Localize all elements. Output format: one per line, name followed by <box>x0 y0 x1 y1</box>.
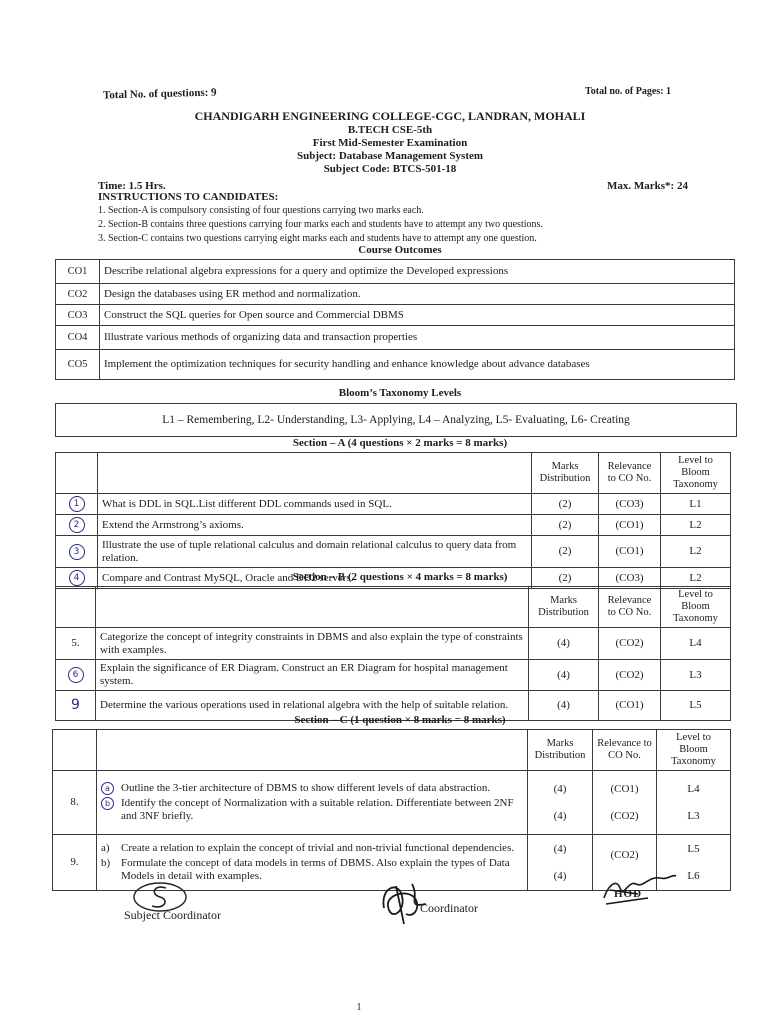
college-name: CHANDIGARH ENGINEERING COLLEGE-CGC, LANDRAN, MOHALI <box>194 109 586 123</box>
question-marks: (4) <box>529 628 599 660</box>
sub-question-text: Outline the 3-tier architecture of DBMS to show different levels of data abstraction. <box>121 782 491 794</box>
question-text: Extend the Armstrong’s axioms. <box>98 515 532 536</box>
question-level: L1 <box>661 494 731 515</box>
instruction-3: 3. Section-C contains two questions carrying eight marks each and students have to attempt any one question. <box>98 233 537 244</box>
marks-header: Marks Distribution <box>532 453 599 494</box>
question-co: (CO1) <box>610 782 639 795</box>
question-marks: (2) <box>532 568 599 589</box>
question-co: (CO1) <box>599 515 661 536</box>
co-code: CO1 <box>56 260 100 284</box>
section-a-title: Section – A (4 questions × 2 marks = 8 marks) <box>292 437 508 449</box>
table-row <box>56 494 731 515</box>
total-pages: Total no. of Pages: 1 <box>585 86 672 97</box>
page-number: 1 <box>356 1002 362 1013</box>
sub-question-label: a) <box>101 842 110 854</box>
question-number: 5. <box>56 628 96 660</box>
co-code: CO5 <box>56 350 100 380</box>
question-level: L5 <box>687 842 700 855</box>
question-co: (CO1) <box>599 691 661 721</box>
question-level: L5 <box>661 691 731 721</box>
question-marks: (4) <box>529 691 599 721</box>
table-row <box>56 536 731 568</box>
question-co: (CO3) <box>599 568 661 589</box>
level-header: Level to Bloom Taxonomy <box>657 730 731 771</box>
co-text: Design the databases using ER method and normalization. <box>100 284 735 305</box>
course-outcomes-title: Course Outcomes <box>358 244 442 256</box>
bloom-levels-box <box>55 403 737 437</box>
total-questions: Total No. of questions: 9 <box>102 86 217 102</box>
relevance-header: Relevance to CO No. <box>599 587 661 628</box>
sub-question <box>101 842 523 855</box>
hod-label: HOD <box>614 888 643 900</box>
question-co: (CO2) <box>610 849 639 861</box>
co-code: CO3 <box>56 305 100 326</box>
question-co: (CO2) <box>599 628 661 660</box>
question-marks: (4) <box>553 782 567 795</box>
question-number: 8. <box>53 771 97 835</box>
question-marks: (2) <box>532 515 599 536</box>
question-marks: (4) <box>553 842 567 855</box>
section-b-title: Section – B (2 questions × 4 marks = 8 marks) <box>292 571 508 583</box>
question-marks: (4) <box>553 809 567 822</box>
question-co: (CO3) <box>599 494 661 515</box>
table-header-row <box>56 587 731 628</box>
question-text: Compare and Contrast MySQL, Oracle and DB2 servers. <box>98 568 532 589</box>
co-code: CO4 <box>56 326 100 350</box>
sub-question <box>101 797 523 823</box>
co-text: Construct the SQL queries for Open source and Commercial DBMS <box>100 305 735 326</box>
marks-header: Marks Distribution <box>528 730 593 771</box>
question-marks: (4) <box>529 660 599 691</box>
question-level: L2 <box>661 515 731 536</box>
relevance-header: Relevance to CO No. <box>593 730 657 771</box>
question-number-mark: 2 <box>69 517 85 533</box>
sub-question-text: Create a relation to explain the concept of trivial and non-trivial functional dependencies. <box>121 842 515 854</box>
exam-time: Time: 1.5 Hrs. <box>98 180 166 192</box>
co-row <box>56 350 735 380</box>
question-level: L4 <box>687 782 700 795</box>
table-row <box>53 771 731 835</box>
instruction-1: 1. Section-A is compulsory consisting of four questions carrying two marks each. <box>98 205 424 216</box>
question-co: (CO2) <box>599 660 661 691</box>
section-c-title: Section – C (1 question × 8 marks = 8 marks) <box>294 714 506 726</box>
instructions-title: INSTRUCTIONS TO CANDIDATES: <box>98 191 279 203</box>
relevance-header: Relevance to CO No. <box>599 453 661 494</box>
subject-code: Subject Code: BTCS-501-18 <box>323 163 457 175</box>
table-header-row <box>56 453 731 494</box>
question-marks: (2) <box>532 536 599 568</box>
co-row <box>56 305 735 326</box>
question-co: (CO1) <box>599 536 661 568</box>
sub-question-text: Identify the concept of Normalization with a suitable relation. Differentiate between 2NF and 3NF briefly. <box>121 797 514 822</box>
sub-question-mark: a <box>101 782 114 795</box>
question-level: L4 <box>661 628 731 660</box>
table-header-row <box>53 730 731 771</box>
question-number-mark: 1 <box>69 496 85 512</box>
question-number-mark: 6 <box>68 667 84 683</box>
question-text: Illustrate the use of tuple relational calculus and domain relational calculus to query data from relation. <box>98 536 532 568</box>
question-number-mark: 9 <box>56 691 96 721</box>
bloom-title: Bloom’s Taxonomy Levels <box>338 387 462 399</box>
coordinator-label: Coordinator <box>420 901 478 915</box>
question-text: Determine the various operations used in relational algebra with the help of suitable relation. <box>96 691 529 721</box>
co-code: CO2 <box>56 284 100 305</box>
marks-header: Marks Distribution <box>529 587 599 628</box>
question-level: L3 <box>687 809 700 822</box>
sub-question-mark: b <box>101 797 114 810</box>
subject-coordinator-label: Subject Coordinator <box>124 908 221 922</box>
question-level: L6 <box>687 869 700 882</box>
question-marks: (2) <box>532 494 599 515</box>
question-marks: (4) <box>553 869 567 882</box>
sub-question-label: b) <box>101 857 111 869</box>
table-row <box>56 628 731 660</box>
level-header: Level to Bloom Taxonomy <box>661 453 731 494</box>
exam-name: First Mid-Semester Examination <box>312 137 468 149</box>
course-name: B.TECH CSE-5th <box>347 124 433 136</box>
sub-question <box>101 782 523 795</box>
sub-question-text: Formulate the concept of data models in terms of DBMS. Also explain the types of Data Models in detail with examples. <box>121 857 510 882</box>
subject-name: Subject: Database Management System <box>296 150 484 162</box>
table-row <box>56 660 731 691</box>
question-level: L2 <box>661 536 731 568</box>
question-text: Categorize the concept of integrity constraints in DBMS and also explain the type of constraints with examples. <box>96 628 529 660</box>
question-co: (CO2) <box>610 809 639 822</box>
co-row <box>56 326 735 350</box>
question-text: Explain the significance of ER Diagram. Construct an ER Diagram for hospital management system. <box>96 660 529 691</box>
co-text: Illustrate various methods of organizing data and transaction properties <box>100 326 735 350</box>
question-level: L3 <box>661 660 731 691</box>
co-text: Describe relational algebra expressions for a query and optimize the Developed expressions <box>100 260 735 284</box>
bloom-levels-text: L1 – Remembering, L2- Understanding, L3- Applying, L4 – Analyzing, L5- Evaluating, L6- Creating <box>162 414 630 426</box>
question-number-mark: 3 <box>69 544 85 560</box>
table-row <box>56 515 731 536</box>
section-a-table <box>55 452 731 589</box>
section-c-table <box>52 729 731 891</box>
question-number: 9. <box>53 835 97 891</box>
question-number-mark: 4 <box>69 570 85 586</box>
max-marks: Max. Marks*: 24 <box>607 180 688 192</box>
question-parts <box>97 771 528 835</box>
level-header: Level to Bloom Taxonomy <box>661 587 731 628</box>
question-level: L2 <box>661 568 731 589</box>
question-text: What is DDL in SQL.List different DDL commands used in SQL. <box>98 494 532 515</box>
course-outcomes-table <box>55 259 735 380</box>
co-row <box>56 284 735 305</box>
instruction-2: 2. Section-B contains three questions carrying four marks each and students have to attempt any two questions. <box>98 219 543 230</box>
co-row <box>56 260 735 284</box>
section-b-table <box>55 586 731 721</box>
co-text: Implement the optimization techniques for security handling and enhance knowledge about advance databases <box>100 350 735 380</box>
